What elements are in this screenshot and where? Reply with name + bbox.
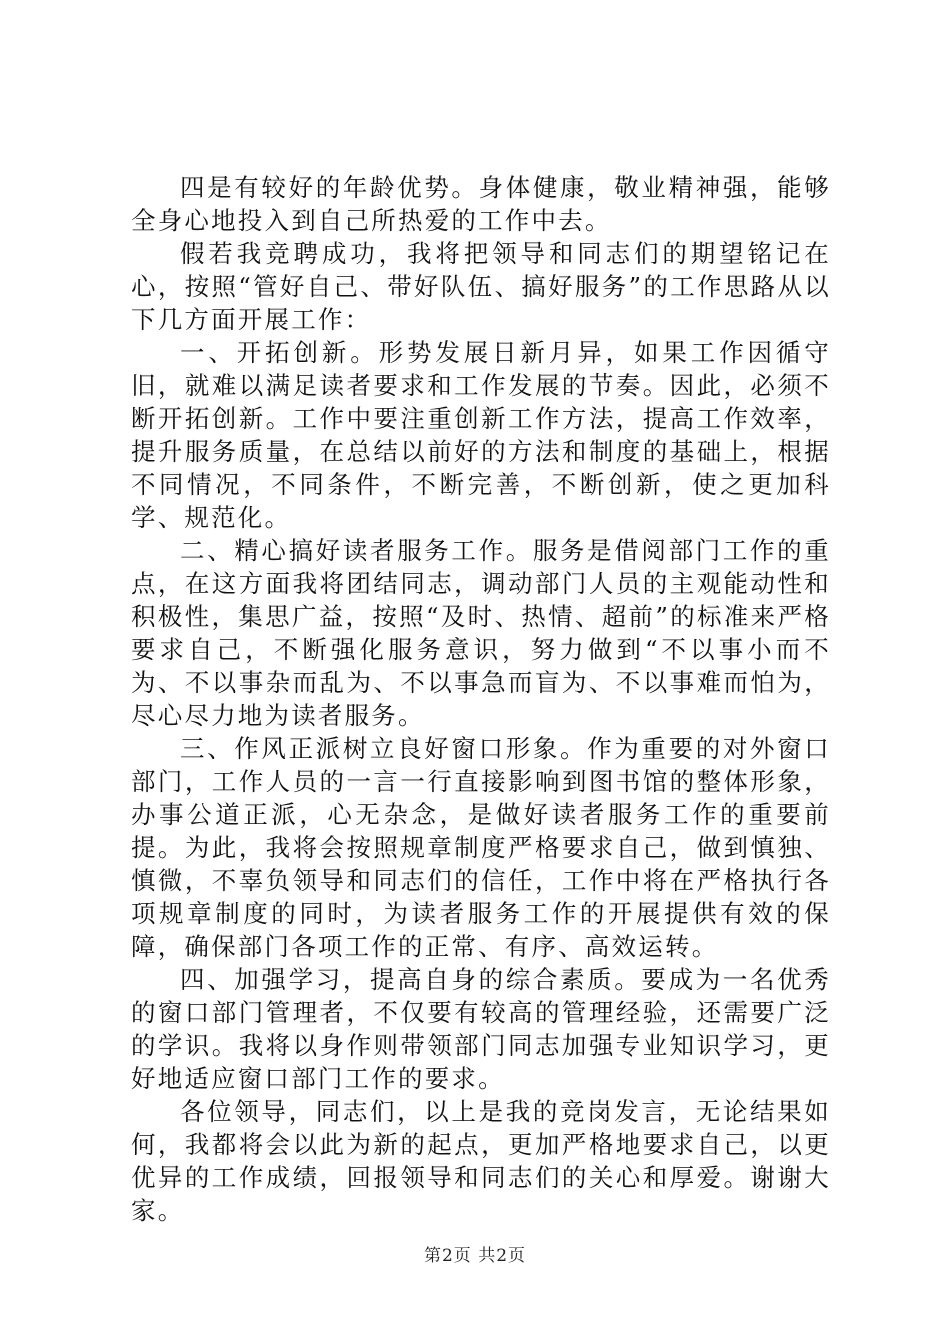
paragraph-closing: 各位领导，同志们，以上是我的竞岗发言，无论结果如何，我都将会以此为新的起点，更加严格地要求自己，以更优异的工作成绩，回报领导和同志们的关心和厚爱。谢谢大家。: [131, 1097, 831, 1225]
document-body: [131, 171, 831, 1227]
paragraph-work-plan-intro: 假若我竞聘成功，我将把领导和同志们的期望铭记在心，按照“管好自己、带好队伍、搞好服务”的工作思路从以下几方面开展工作：: [131, 239, 831, 334]
paragraph-age-advantage: 四是有较好的年龄优势。身体健康，敬业精神强，能够全身心地投入到自己所热爱的工作中去。: [131, 173, 831, 235]
paragraph-innovation: 一、开拓创新。形势发展日新月异，如果工作因循守旧，就难以满足读者要求和工作发展的节奏。因此，必须不断开拓创新。工作中要注重创新工作方法，提高工作效率，提升服务质量，在总结以前好的方法和制度的基础上，根据不同情况，不同条件，不断完善，不断创新，使之更加科学、规范化。: [131, 338, 831, 532]
paragraph-study: 四、加强学习，提高自身的综合素质。要成为一名优秀的窗口部门管理者，不仅要有较高的管理经验，还需要广泛的学识。我将以身作则带领部门同志加强专业知识学习，更好地适应窗口部门工作的要求。: [131, 965, 831, 1093]
page-number-footer: 第2页 共2页: [423, 1246, 527, 1266]
paragraph-work-style: 三、作风正派树立良好窗口形象。作为重要的对外窗口部门，工作人员的一言一行直接影响到图书馆的整体形象，办事公道正派，心无杂念，是做好读者服务工作的重要前提。为此，我将会按照规章制度严格要求自己，做到慎独、慎微，不辜负领导和同志们的信任，工作中将在严格执行各项规章制度的同时，为读者服务工作的开展提供有效的保障，确保部门各项工作的正常、有序、高效运转。: [131, 734, 831, 961]
paragraph-reader-service: 二、精心搞好读者服务工作。服务是借阅部门工作的重点，在这方面我将团结同志，调动部门人员的主观能动性和积极性，集思广益，按照“及时、热情、超前”的标准来严格要求自己，不断强化服务意识，努力做到“不以事小而不为、不以事杂而乱为、不以事急而盲为、不以事难而怕为，尽心尽力地为读者服务。: [131, 536, 831, 730]
